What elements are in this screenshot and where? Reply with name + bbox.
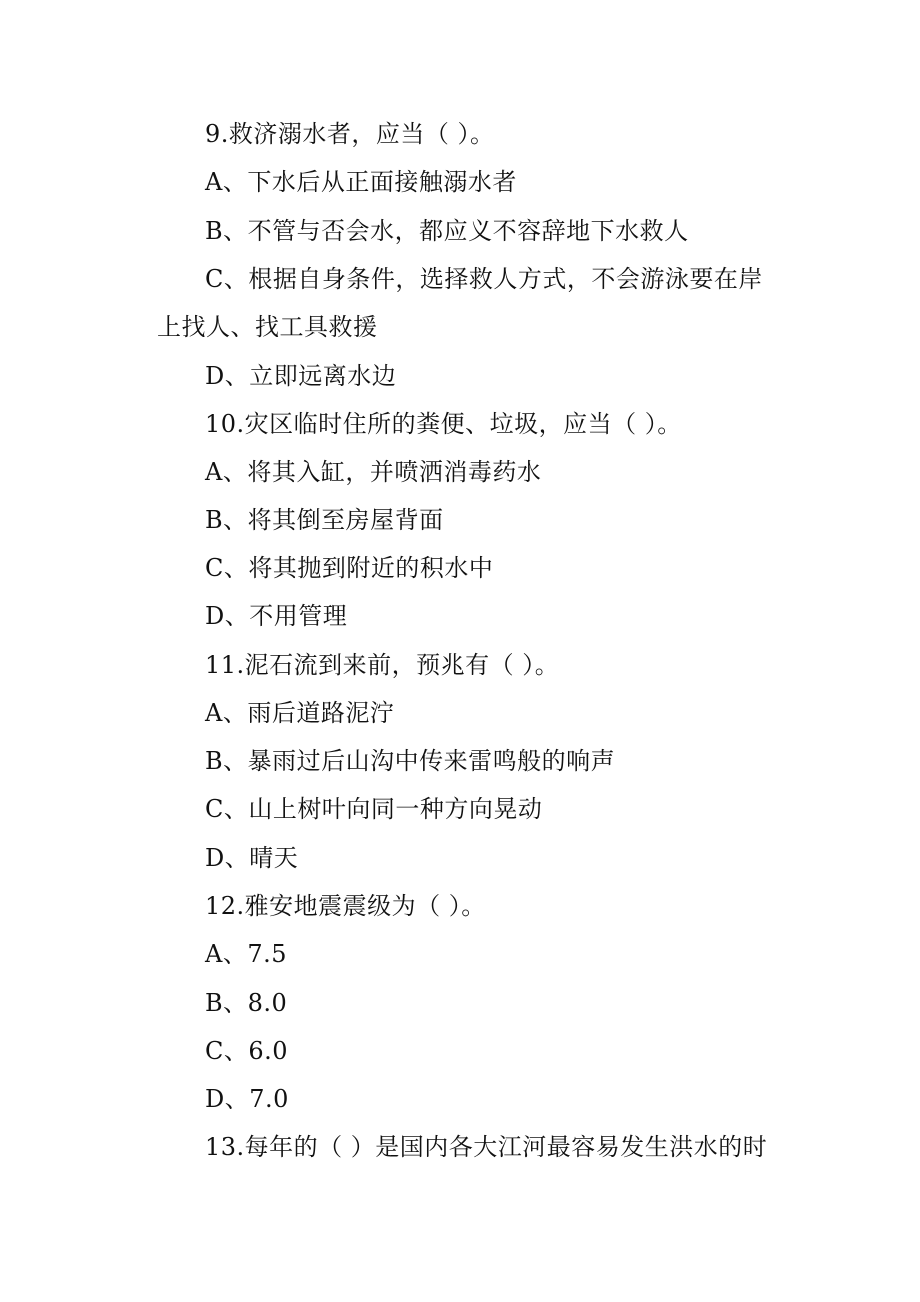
question-9-option-c: C、根据自身条件，选择救人方式，不会游泳要在岸 (205, 265, 763, 293)
question-10-option-d: D、不用管理 (205, 602, 348, 630)
question-10-option-a: A、将其入缸，并喷洒消毒药水 (205, 458, 542, 486)
question-12-option-d: D、7.0 (205, 1085, 289, 1113)
question-9-option-b: B、不管与否会水，都应义不容辞地下水救人 (205, 217, 689, 245)
question-12-option-c: C、6.0 (205, 1037, 289, 1065)
question-10-stem: 10.灾区临时住所的粪便、垃圾，应当（ ）。 (205, 410, 682, 438)
question-9-stem: 9.救济溺水者，应当（ ）。 (205, 120, 495, 148)
question-11-option-a: A、雨后道路泥泞 (205, 699, 395, 727)
question-12-option-a: A、7.5 (205, 940, 287, 968)
question-9-option-d: D、立即远离水边 (205, 362, 397, 390)
question-11-option-c: C、山上树叶向同一种方向晃动 (205, 795, 543, 823)
question-10-option-b: B、将其倒至房屋背面 (205, 506, 444, 534)
question-12-option-b: B、8.0 (205, 989, 288, 1017)
question-12-stem: 12.雅安地震震级为（ ）。 (205, 892, 486, 920)
question-11-stem: 11.泥石流到来前，预兆有（ ）。 (205, 651, 560, 679)
question-10-option-c: C、将其抛到附近的积水中 (205, 554, 494, 582)
question-9-option-c-continued: 上找人、找工具救援 (157, 313, 378, 341)
question-11-option-d: D、晴天 (205, 844, 299, 872)
question-11-option-b: B、暴雨过后山沟中传来雷鸣般的响声 (205, 747, 616, 775)
question-13-stem: 13.每年的（ ）是国内各大江河最容易发生洪水的时 (205, 1133, 768, 1161)
question-9-option-a: A、下水后从正面接触溺水者 (205, 168, 517, 196)
